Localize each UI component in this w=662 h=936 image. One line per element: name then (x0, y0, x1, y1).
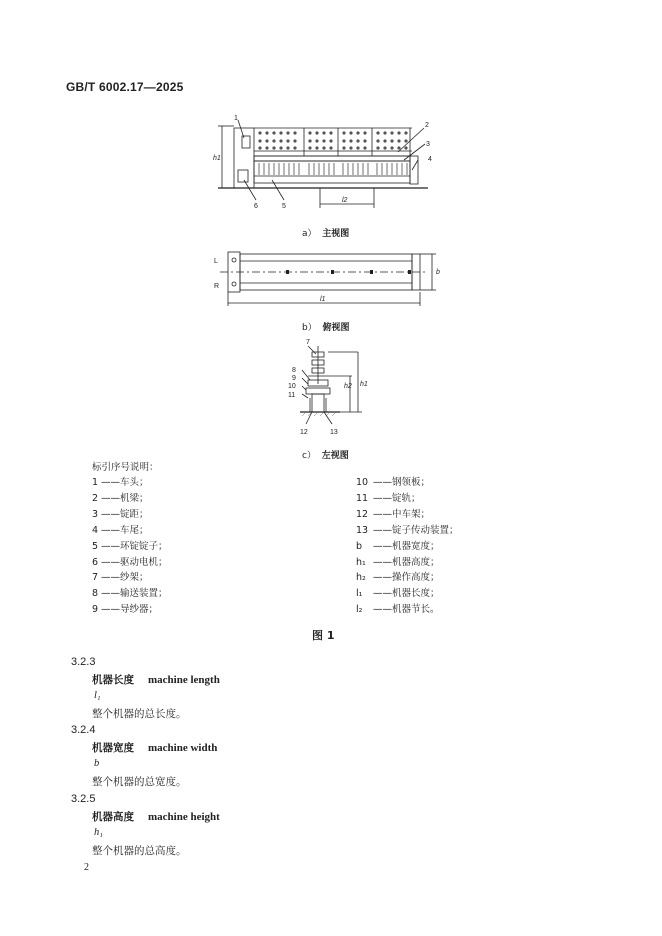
section-number: 3.2.3 (71, 656, 96, 668)
dim-h1-side: h1 (360, 381, 368, 388)
legend-key: l₁ (356, 588, 363, 600)
callout-3: 3 (426, 141, 430, 148)
callout-7: 7 (306, 339, 310, 346)
legend-entry (92, 491, 168, 507)
callout-5: 5 (282, 203, 286, 210)
term-definition: 整个机器的总宽度。 (92, 776, 187, 788)
legend-text: ——操作高度； (373, 572, 440, 584)
legend-text: ——环锭锭子； (101, 540, 168, 552)
callout-4: 4 (428, 156, 432, 163)
legend-key: b (356, 540, 363, 552)
legend-key: 3 (92, 508, 99, 520)
legend-text: ——机器宽度； (373, 540, 440, 552)
legend-key: 7 (92, 572, 99, 584)
legend-title: 标引序号说明： (92, 462, 159, 473)
legend-key: 11 (356, 492, 369, 504)
side-label-l: L (214, 258, 218, 265)
legend-key: 6 (92, 556, 99, 568)
legend-key: l₂ (356, 604, 363, 616)
legend-entry (356, 602, 459, 618)
legend-entry (92, 507, 168, 523)
caption-c: c） 左视图 (302, 451, 349, 461)
legend-entry (356, 539, 459, 555)
legend-key: 5 (92, 540, 99, 552)
term-definition: 整个机器的总长度。 (92, 708, 187, 720)
legend-key: h₂ (356, 572, 366, 584)
dim-l2: l2 (342, 197, 348, 204)
legend-left (92, 475, 168, 618)
legend-entry (92, 555, 168, 571)
callout-6: 6 (254, 203, 258, 210)
legend-text: ——钢领板； (373, 477, 431, 488)
page-number: 2 (84, 862, 89, 873)
legend-key: 9 (92, 604, 99, 616)
legend-key: h₁ (356, 556, 366, 568)
document-id: GB/T 6002.17—2025 (66, 80, 184, 94)
dim-h1: h1 (213, 155, 221, 162)
legend-text: ——输送装置； (101, 588, 168, 600)
section-number: 3.2.4 (71, 724, 96, 736)
top-view-drawing (212, 248, 444, 310)
dim-h2: h2 (344, 383, 352, 390)
legend-entry (92, 523, 168, 539)
legend-key: 2 (92, 492, 99, 504)
dim-b: b (436, 269, 440, 276)
legend-text: ——机梁； (101, 492, 149, 504)
legend-entry (356, 491, 459, 507)
callout-2: 2 (425, 122, 429, 129)
caption-a: a） 主视图 (302, 229, 350, 239)
legend-key: 4 (92, 524, 99, 536)
legend-entry (92, 539, 168, 555)
caption-b: b） 俯视图 (302, 323, 350, 333)
legend-entry (92, 475, 168, 491)
legend-text: ——驱动电机； (101, 556, 168, 568)
callout-8: 8 (292, 367, 296, 374)
legend-key: 10 (356, 477, 369, 488)
term-heading: 机器宽度 machine width (92, 742, 218, 754)
term-symbol: b (94, 758, 100, 769)
legend-entry (356, 475, 459, 491)
callout-13: 13 (330, 429, 338, 436)
legend-entry (92, 586, 168, 602)
legend-text: ——纱架； (101, 572, 149, 584)
callout-10: 10 (288, 383, 296, 390)
dim-l1: l1 (320, 296, 326, 303)
legend-text: ——中车架； (373, 508, 431, 520)
legend-key: 8 (92, 588, 99, 600)
side-view-drawing (282, 336, 374, 440)
figure-title: 图 1 (312, 629, 335, 642)
callout-9: 9 (292, 375, 296, 382)
callout-12: 12 (300, 429, 308, 436)
term-heading: 机器长度 machine length (92, 674, 220, 686)
legend-key: 12 (356, 508, 369, 520)
side-label-r: R (214, 283, 220, 290)
callout-11: 11 (288, 392, 296, 399)
term-symbol: l₁ (94, 690, 101, 701)
legend-text: ——机器节长。 (373, 604, 440, 616)
legend-text: ——锭距； (101, 508, 149, 520)
legend-entry (356, 555, 459, 571)
term-definition: 整个机器的总高度。 (92, 845, 187, 857)
term-heading: 机器高度 machine height (92, 811, 220, 823)
legend-entry (356, 586, 459, 602)
legend-entry (356, 523, 459, 539)
legend-text: ——锭轨； (373, 492, 421, 504)
legend-text: ——机器高度； (373, 556, 440, 568)
callout-1: 1 (234, 115, 238, 122)
legend-entry (356, 570, 459, 586)
legend-entry (356, 507, 459, 523)
legend-right (356, 475, 459, 618)
legend-key: 13 (356, 524, 369, 536)
legend-text: ——锭子传动装置； (373, 524, 459, 536)
section-number: 3.2.5 (71, 793, 96, 805)
legend-text: ——导纱器； (101, 604, 159, 616)
legend-text: ——车尾； (101, 524, 149, 536)
front-view-drawing (212, 112, 440, 216)
term-symbol: h₁ (94, 827, 103, 838)
legend-text: ——机器长度； (373, 588, 440, 600)
legend-key: 1 (92, 477, 99, 488)
legend-entry (92, 570, 168, 586)
legend-entry (92, 602, 168, 618)
legend-text: ——车头； (101, 477, 149, 488)
